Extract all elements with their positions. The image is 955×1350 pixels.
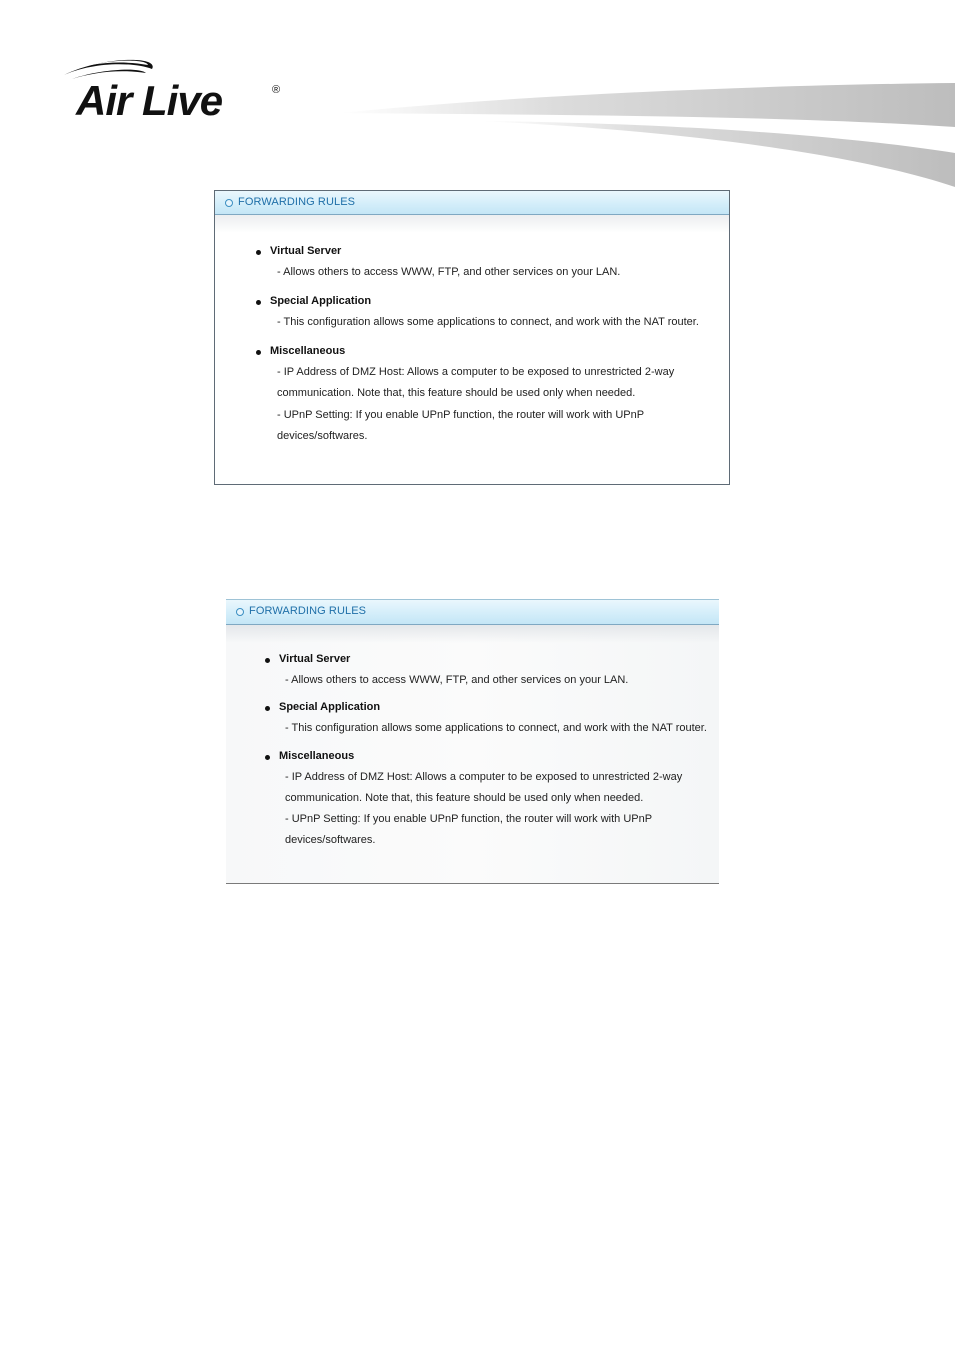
item-description: - UPnP Setting: If you enable UPnP function, the router will work with UPnP [277, 409, 645, 421]
item-title: Special Application [279, 701, 381, 713]
bullet-icon [256, 300, 261, 305]
item-description: - This configuration allows some applications to connect, and work with the NAT router. [277, 316, 699, 328]
forwarding-rules-panel [226, 599, 719, 884]
panel-title: FORWARDING RULES [249, 605, 367, 617]
airlive-logo [60, 55, 290, 125]
header-swoosh-decoration [340, 75, 955, 195]
item-description: devices/softwares. [285, 834, 376, 846]
item-description: - Allows others to access WWW, FTP, and other services on your LAN. [277, 266, 621, 278]
item-title: Miscellaneous [279, 750, 355, 762]
item-description: - IP Address of DMZ Host: Allows a computer to be exposed to unrestricted 2-way [277, 366, 675, 378]
panel-header [215, 191, 729, 215]
item-title: Virtual Server [279, 653, 351, 665]
registered-mark: ® [272, 84, 281, 96]
item-title: Virtual Server [270, 245, 342, 257]
bullet-icon [265, 755, 270, 760]
item-description: - UPnP Setting: If you enable UPnP function, the router will work with UPnP [285, 813, 653, 825]
item-title: Miscellaneous [270, 345, 346, 357]
item-title: Special Application [270, 295, 372, 307]
panel-header [226, 599, 719, 625]
bullet-icon [256, 250, 261, 255]
item-description: communication. Note that, this feature should be used only when needed. [277, 387, 636, 399]
item-description: - Allows others to access WWW, FTP, and other services on your LAN. [285, 674, 629, 686]
bullet-icon [256, 350, 261, 355]
logo-text: Air Live [76, 77, 223, 124]
bullet-icon [265, 706, 270, 711]
forwarding-rules-panel [214, 190, 730, 485]
header-bullet-icon [225, 199, 233, 207]
bullet-icon [265, 658, 270, 663]
item-description: devices/softwares. [277, 430, 368, 442]
panel-title: FORWARDING RULES [238, 196, 356, 208]
item-description: - IP Address of DMZ Host: Allows a computer to be exposed to unrestricted 2-way [285, 771, 683, 783]
item-description: communication. Note that, this feature should be used only when needed. [285, 792, 644, 804]
item-description: - This configuration allows some applications to connect, and work with the NAT router. [285, 722, 707, 734]
header-bullet-icon [236, 608, 244, 616]
